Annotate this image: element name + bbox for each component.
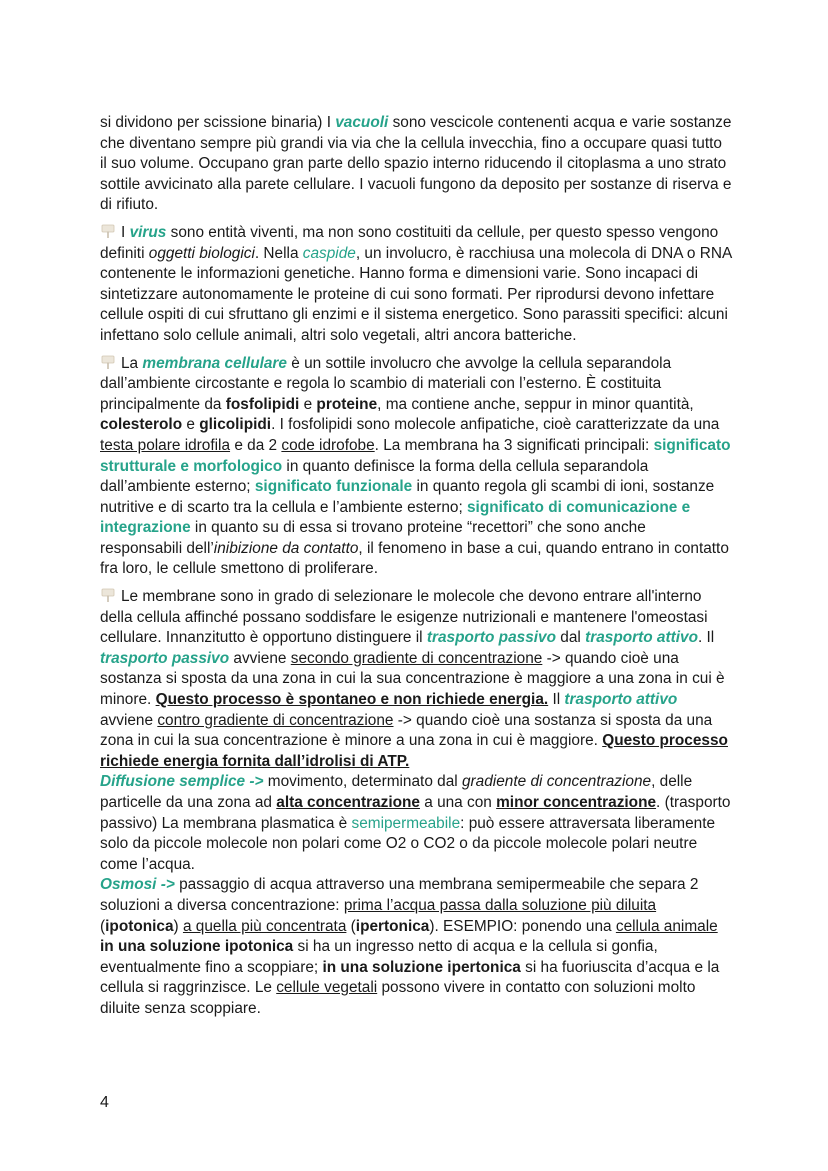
paragraph-osmosi: Osmosi -> passaggio di acqua attraverso una membrana semipermeabile che separa 2 soluzioni a diversa concentrazione: prima l’acqua passa dalla soluzione più diluita (ipotonica) a quella più concentrata (ipertonica). ESEMPIO: ponendo una cellula animale in una soluzione ipotonica si ha un ingresso netto di acqua e la cellula si gonfia, eventualmente fino a scoppiare; in una soluzione ipertonica si ha fuoriuscita d’acqua e la cellula si raggrinzisce. Le cellule vegetali possono vivere in contatto con soluzioni molto diluite senza scoppiare. (100, 876, 720, 1017)
term-caspide: caspide (302, 244, 356, 262)
pushpin-icon (100, 354, 116, 370)
term-significato-funzionale: significato funzionale (254, 478, 413, 496)
term-trasporto-passivo: trasporto passivo (426, 629, 556, 647)
term-significato-strutturale: significato strutturale e morfologico (100, 436, 731, 475)
paragraph-diffusione: Diffusione semplice -> movimento, determinato dal gradiente di concentrazione, delle particelle da una zona ad alta concentrazione a una con minor concentrazione. (trasporto passivo) La membrana plasmatica è semipermeabile: può essere attraversata liberamente solo da piccole molecole non polari come O2 o CO2 o da piccole molecole polari neutre come l’acqua. (100, 773, 731, 873)
page-content (100, 113, 732, 1020)
term-virus: virus (129, 223, 167, 241)
term-osmosi: Osmosi -> (100, 876, 175, 894)
paragraph-membrana: La membrana cellulare è un sottile involucro che avvolge la cellula separandola dall’ambiente circostante e regola lo scambio di materiali con l’esterno. È costituita principalmente da fosfolipidi e proteine, ma contiene anche, seppur in minor quantità, colesterolo e glicolipidi. I fosfolipidi sono molecole anfipatiche, cioè caratterizzate da una testa polare idrofila e da 2 code idrofobe. La membrana ha 3 significati principali: significato strutturale e morfologico in quanto definisce la forma della cellula separandola dall’ambiente esterno; significato funzionale in quanto regola gli scambi di ioni, sostanze nutritive e di scarto tra la cellula e l’ambiente esterno; significato di comunicazione e integrazione in quanto su di essa si trovano proteine “recettori” che sono anche responsabili dell’inibizione da contatto, il fenomeno in base a cui, quando entrano in contatto fra loro, le cellule smettono di proliferare. (100, 354, 731, 578)
pushpin-icon (100, 587, 116, 603)
paragraph-trasporto: Le membrane sono in grado di selezionare le molecole che devono entrare all'interno della cellula affinché possano soddisfare le esigenze nutrizionali e mantenere l'omeostasi cellulare. Innanzitutto è opportuno distinguere il trasporto passivo dal trasporto attivo. Il trasporto passivo avviene secondo gradiente di concentrazione -> quando cioè una sostanza si sposta da una zona in cui la sua concentrazione è maggiore a una zona in cui è minore. Questo processo è spontaneo e non richiede energia. Il trasporto attivo avviene contro gradiente di concentrazione -> quando cioè una sostanza si sposta da una zona in cui la sua concentrazione è minore a una zona in cui è maggiore. Questo processo richiede energia fornita dall’idrolisi di ATP. (100, 588, 728, 770)
term-membrana-cellulare: membrana cellulare (142, 354, 287, 372)
term-diffusione-semplice: Diffusione semplice -> (100, 773, 264, 791)
paragraph-vacuoli: si dividono per scissione binaria) I vacuoli sono vescicole contenenti acqua e varie sostanze che diventano sempre più grandi via via che la cellula invecchia, fino a occupare quasi tutto il suo volume. Occupano gran parte dello spazio interno riducendo il citoplasma a uno strato sottile avvicinato alla parete cellulare. I vacuoli fungono da deposito per sostanze di riserva e di rifiuto. (100, 114, 732, 214)
term-semipermeabile: semipermeabile (351, 814, 461, 832)
paragraph-virus: I virus sono entità viventi, ma non sono costituiti da cellule, per questo spesso vengono definiti oggetti biologici. Nella caspide, un involucro, è racchiusa una molecola di DNA o RNA contenente le informazioni genetiche. Hanno forma e dimensioni varie. Sono incapaci di sintetizzare autonomamente le proteine di cui sono formati. Per riprodursi devono infettare cellule ospiti di cui sfruttano gli enzimi e il sistema energetico. Sono parassiti specifici: alcuni infettano solo cellule animali, altri solo vegetali, altri ancora batteriche. (100, 223, 732, 344)
term-trasporto-attivo: trasporto attivo (585, 629, 698, 647)
page-number: 4 (100, 1094, 109, 1111)
term-vacuoli: vacuoli (335, 114, 389, 131)
pushpin-icon (100, 223, 116, 239)
term-significato-comunicazione: significato di comunicazione e integrazione (100, 498, 691, 537)
